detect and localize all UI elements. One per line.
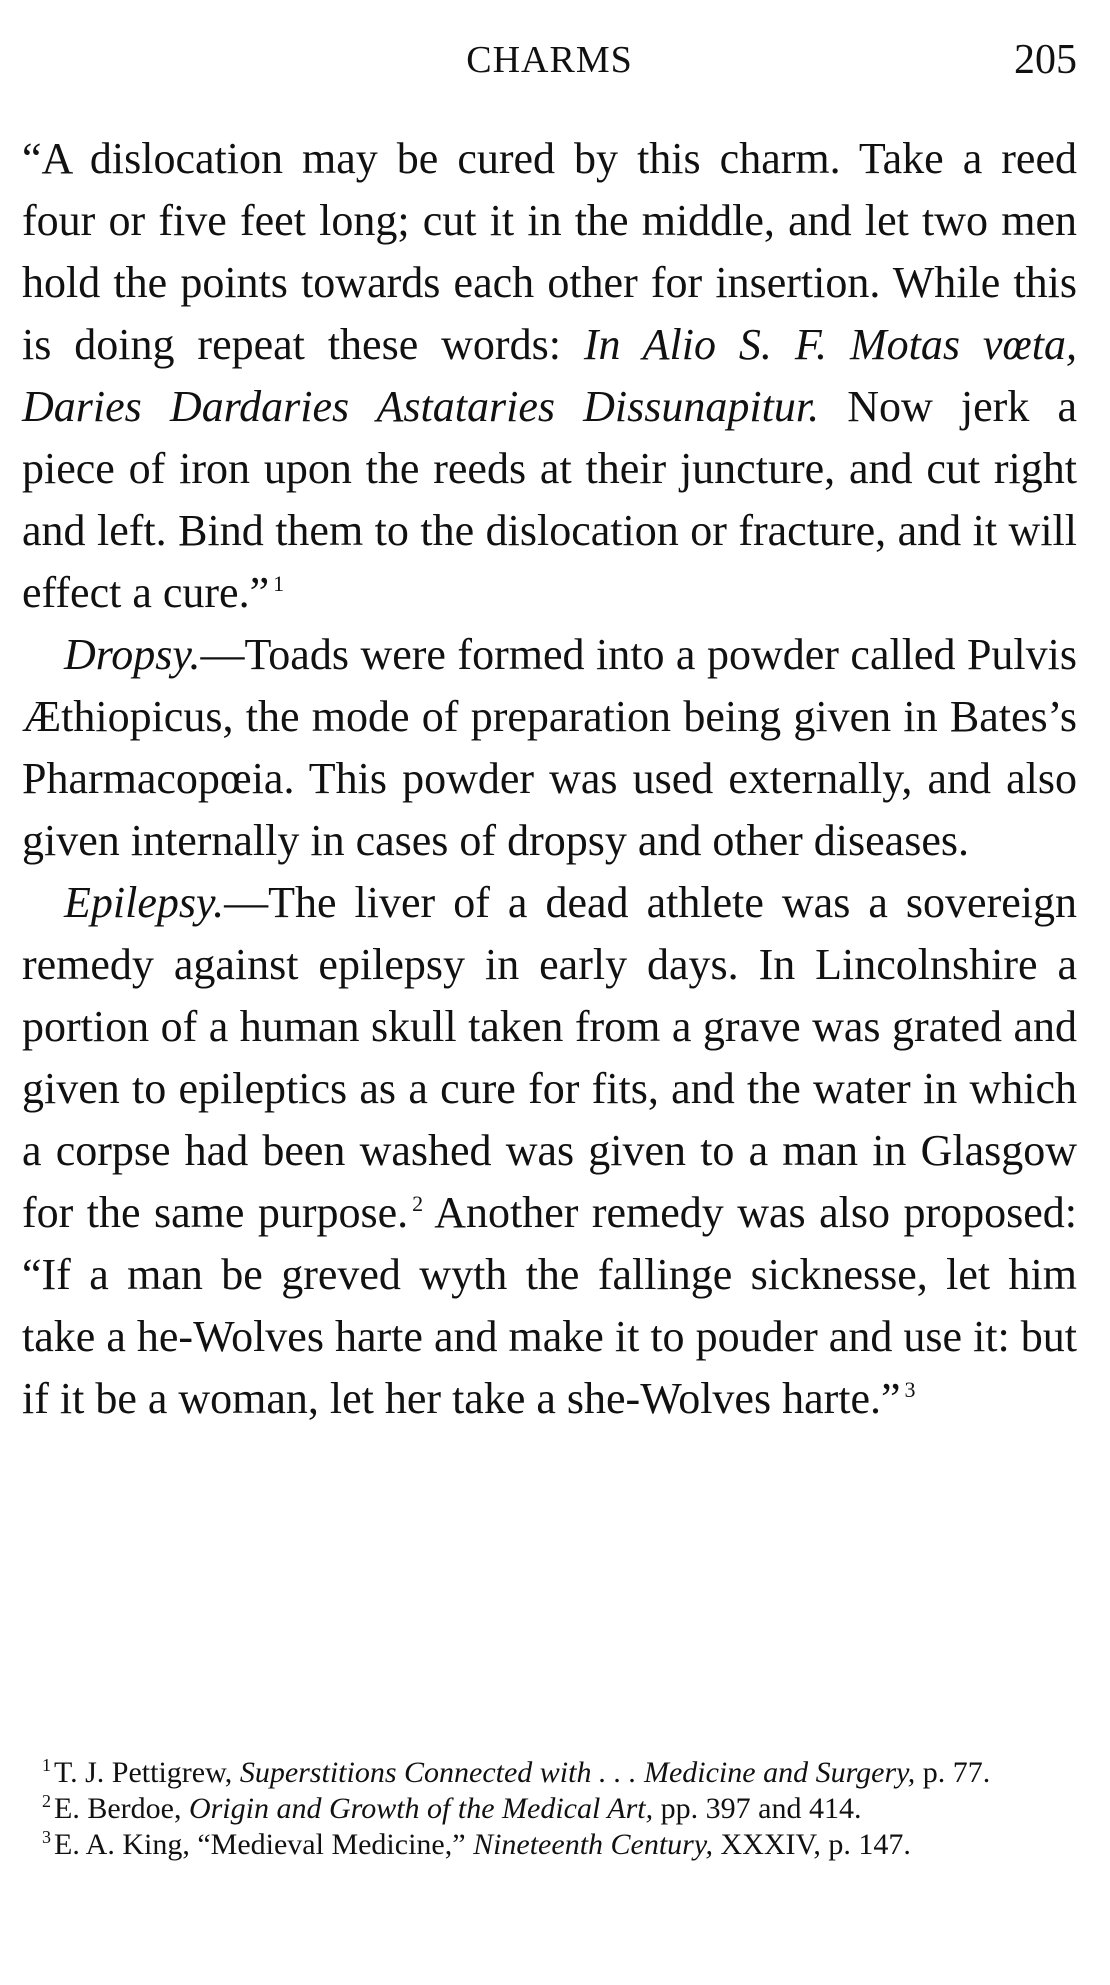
footnote-marker: 3 [42,1827,51,1847]
footnote [14,1792,1077,1826]
footnote-text: E. Berdoe, [54,1792,189,1825]
paragraph-epilepsy [22,872,1077,1430]
body-text [22,128,1077,1430]
footnote-text: E. A. King, “Medieval Medicine,” [54,1828,474,1861]
charm-words: In Alio S. F. Motas vœta, Daries Dardaries Astataries Dissunapitur. [22,320,1077,431]
paragraph-text: “A dislocation may be cured by this charm. Take a reed four or five feet long; cut it in the middle, and let two men hold the points towards each other for insertion. While this is doing repeat these words: [22,134,1077,369]
section-heading-epilepsy: Epilepsy. [64,878,225,927]
footnote-marker: 1 [42,1755,51,1775]
paragraph-text: —Toads were formed into a powder called Pulvis Æthiopicus, the mode of preparation being given in Bates’s Pharmacopœia. This powder was used externally, and also given internally in cases of dropsy and other diseases. [22,630,1077,865]
footnote-marker: 2 [42,1791,51,1811]
page-number: 205 [1014,37,1077,83]
running-title: CHARMS [466,39,633,81]
paragraph-text: Another remedy was also proposed: “If a man be greved wyth the fallinge sicknesse, let him take a he-Wolves harte and make it to pouder and use it: but if it be a woman, let her take a she-Wolves harte.” [22,1188,1077,1423]
footnote-text: p. 77. [915,1756,991,1789]
running-head [22,30,1077,90]
footnote-reference: 2 [412,1191,424,1217]
footnote-title: Superstitions Connected with . . . Medicine and Surgery, [239,1756,916,1789]
footnote-text: pp. 397 and 414. [653,1792,862,1825]
paragraph-dislocation-charm [22,128,1077,624]
footnotes [14,1756,1077,1864]
footnote-reference: 1 [273,571,285,597]
paragraph-dropsy [22,624,1077,872]
footnote-title: Nineteenth Century, [473,1828,714,1861]
footnote-text: T. J. Pettigrew, [54,1756,240,1789]
section-heading-dropsy: Dropsy. [64,630,201,679]
footnote-title: Origin and Growth of the Medical Art, [188,1792,654,1825]
paragraph-text: —The liver of a dead athlete was a sovereign remedy against epilepsy in early days. In Lincolnshire a portion of a human skull taken from a grave was grated and given to epileptics as a cure for fits, and the water in which a corpse had been washed was given to a man in Glasgow for the same purpose. [22,878,1077,1237]
footnote [14,1756,1077,1790]
footnote-reference: 3 [904,1377,916,1403]
footnote [14,1828,1077,1862]
footnote-text: XXXIV, p. 147. [713,1828,911,1861]
paragraph-text: Now jerk a piece of iron upon the reeds at their juncture, and cut right and left. Bind them to the dislocation or fracture, and it will effect a cure.” [22,382,1077,617]
